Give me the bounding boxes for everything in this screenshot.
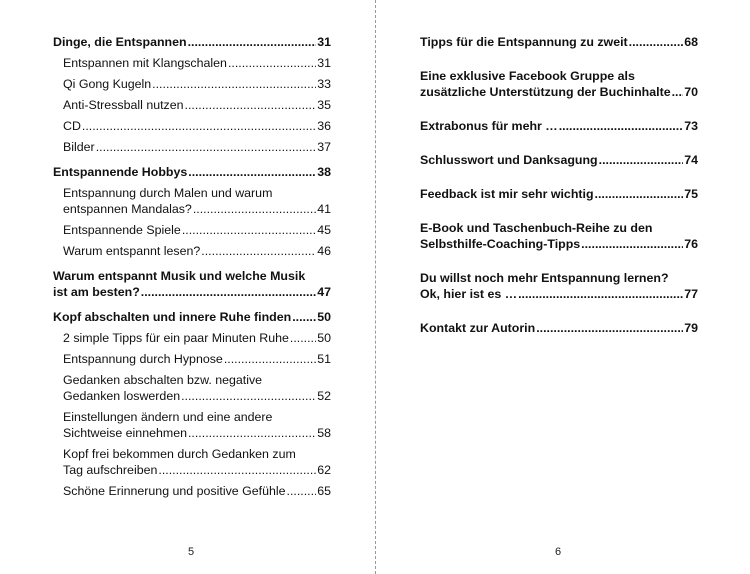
toc-entry [63,372,331,404]
toc-entry [63,222,331,238]
dot-leader [141,284,316,300]
toc-entry-title-line1: Kopf frei bekommen durch Gedanken zum [63,447,296,461]
toc-entry-page: 38 [317,165,331,179]
dot-leader [201,243,316,259]
dot-leader [193,201,316,217]
toc-entry-title-line1: Du willst noch mehr Entspannung lernen? [420,271,669,285]
right-page [376,0,750,574]
dot-leader [188,425,316,441]
toc-entry-page: 47 [317,285,331,299]
toc-entry-title: Ok, hier ist es … [420,287,518,301]
toc-entry-title: Extrabonus für mehr … [420,119,558,133]
toc-entry-page: 75 [684,187,698,201]
toc-entry-page: 58 [317,426,331,440]
toc-entry-title: entspannen Mandalas? [63,202,192,216]
dot-leader [158,462,316,478]
toc-entry [420,68,698,100]
toc-entry-title: Entspannen mit Klangschalen [63,56,227,70]
toc-entry [63,243,331,259]
dot-leader [672,84,684,100]
toc-entry-title-line1: Eine exklusive Facebook Gruppe als [420,69,635,83]
toc-entry [420,186,698,202]
dot-leader [290,330,316,346]
toc-entry-page: 50 [317,331,331,345]
dot-leader [599,152,684,168]
dot-leader [629,34,684,50]
toc-entry-title-line1: E-Book und Taschenbuch-Reihe zu den [420,221,653,235]
toc-entry-title: 2 simple Tipps für ein paar Minuten Ruhe [63,331,289,345]
dot-leader [182,222,316,238]
page-number-right: 6 [555,546,562,558]
toc-entry-title: CD [63,119,81,133]
dot-leader [185,97,317,113]
toc-left [53,34,331,499]
toc-entry-page: 62 [317,463,331,477]
toc-entry-title: Entspannende Hobbys [53,165,188,179]
toc-entry [53,309,331,325]
page-number-left: 5 [188,546,195,558]
toc-entry-page: 73 [684,119,698,133]
toc-entry-page: 77 [684,287,698,301]
dot-leader [595,186,684,202]
dot-leader [228,55,316,71]
toc-entry-title: Sichtweise einnehmen [63,426,187,440]
toc-entry [63,76,331,92]
dot-leader [581,236,683,252]
toc-entry [63,351,331,367]
toc-entry-page: 46 [317,244,331,258]
toc-entry-page: 41 [317,202,331,216]
dot-leader [188,34,317,50]
toc-entry-page: 35 [317,98,331,112]
dot-leader [518,286,683,302]
toc-entry [63,139,331,155]
toc-entry [63,185,331,217]
toc-entry [63,409,331,441]
toc-entry-page: 33 [317,77,331,91]
toc-entry-title-line1: Entspannung durch Malen und warum [63,186,273,200]
toc-entry [420,320,698,336]
toc-entry [63,55,331,71]
toc-entry-title: Tipps für die Entspannung zu zweit [420,35,628,49]
toc-entry-title: Anti-Stressball nutzen [63,98,184,112]
toc-right [420,34,698,336]
dot-leader [224,351,316,367]
toc-entry-title-line1: Gedanken abschalten bzw. negative [63,373,263,387]
toc-entry [420,220,698,252]
toc-entry [63,483,331,499]
dot-leader [536,320,683,336]
toc-entry-title: Entspannung durch Hypnose [63,352,223,366]
toc-entry-title: Selbsthilfe-Coaching-Tipps [420,237,581,251]
toc-entry-title: Feedback ist mir sehr wichtig [420,187,594,201]
toc-entry-title: Dinge, die Entspannen [53,35,187,49]
toc-entry-page: 31 [317,35,331,49]
toc-entry [63,446,331,478]
toc-entry-page: 79 [684,321,698,335]
toc-entry-title: Schöne Erinnerung und positive Gefühle [63,484,286,498]
toc-entry [420,118,698,134]
dot-leader [287,483,317,499]
toc-entry-title-line1: Einstellungen ändern und eine andere [63,410,273,424]
dot-leader [559,118,684,134]
toc-entry [420,270,698,302]
toc-entry-title: Gedanken loswerden [63,389,181,403]
toc-entry-title-line1: Warum entspannt Musik und welche Musik [53,269,306,283]
toc-entry-page: 65 [317,484,331,498]
toc-entry [63,97,331,113]
dot-leader [152,76,316,92]
toc-entry-page: 76 [684,237,698,251]
toc-entry-page: 37 [317,140,331,154]
toc-entry [53,164,331,180]
toc-entry-title: Tag aufschreiben [63,463,158,477]
toc-entry [63,118,331,134]
toc-entry-page: 45 [317,223,331,237]
toc-entry-page: 51 [317,352,331,366]
toc-entry-title: ist am besten? [53,285,140,299]
toc-entry [53,268,331,300]
toc-entry [53,34,331,50]
dot-leader [96,139,317,155]
toc-entry-page: 36 [317,119,331,133]
toc-entry-page: 74 [684,153,698,167]
toc-entry [420,34,698,50]
dot-leader [292,309,316,325]
toc-entry-title: Qi Gong Kugeln [63,77,152,91]
dot-leader [82,118,316,134]
toc-entry-page: 70 [684,85,698,99]
toc-entry-title: Kontakt zur Autorin [420,321,536,335]
toc-entry [420,152,698,168]
toc-entry [63,330,331,346]
toc-entry-page: 50 [317,310,331,324]
toc-entry-title: zusätzliche Unterstützung der Buchinhalte [420,85,671,99]
toc-entry-title: Entspannende Spiele [63,223,181,237]
toc-entry-page: 68 [684,35,698,49]
toc-entry-page: 31 [317,56,331,70]
toc-entry-title: Kopf abschalten und innere Ruhe finden [53,310,292,324]
toc-entry-title: Bilder [63,140,95,154]
dot-leader [188,164,316,180]
toc-entry-title: Schlusswort und Danksagung [420,153,598,167]
dot-leader [181,388,316,404]
toc-entry-page: 52 [317,389,331,403]
toc-entry-title: Warum entspannt lesen? [63,244,201,258]
